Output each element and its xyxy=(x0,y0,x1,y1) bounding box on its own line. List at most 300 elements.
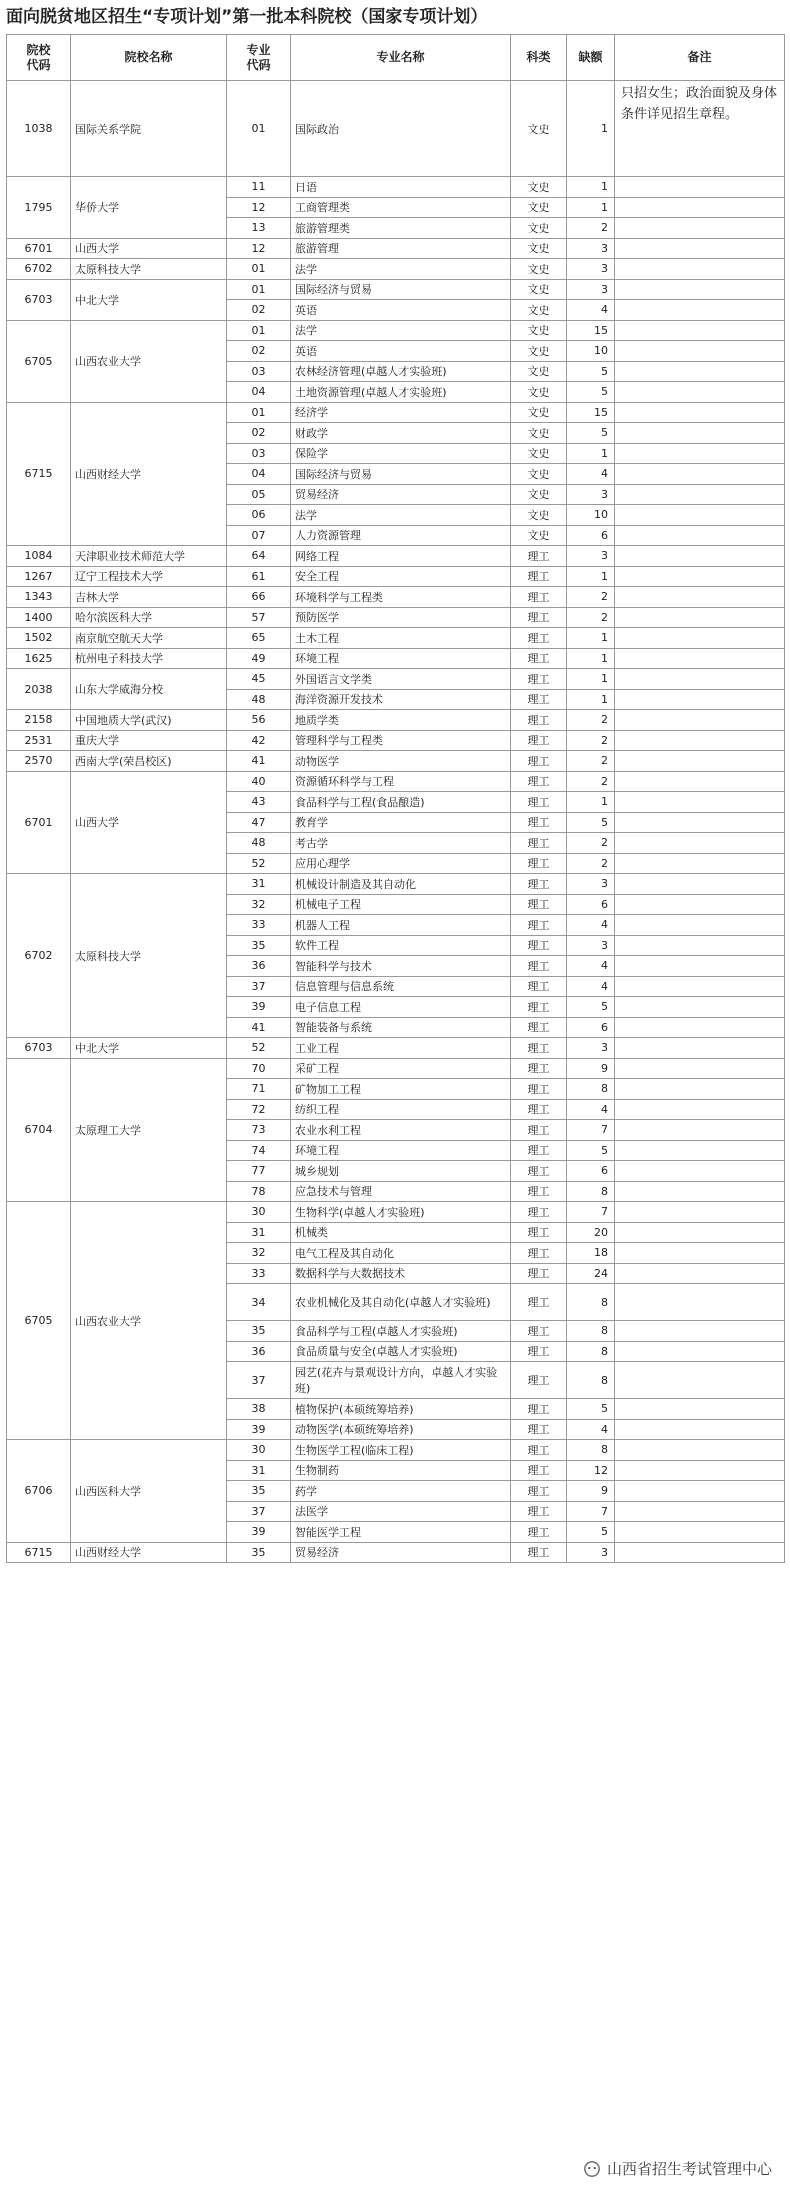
vacancy-cell: 1 xyxy=(567,628,615,649)
vacancy-cell: 2 xyxy=(567,771,615,792)
notes-cell xyxy=(615,1522,785,1543)
notes-cell xyxy=(615,1321,785,1342)
category-cell: 理工 xyxy=(511,1222,567,1243)
school-code-cell: 2038 xyxy=(7,669,71,710)
vacancy-cell: 6 xyxy=(567,525,615,546)
school-name-cell: 太原科技大学 xyxy=(71,874,227,1038)
notes-cell xyxy=(615,566,785,587)
major-name-cell: 电气工程及其自动化 xyxy=(291,1243,511,1264)
major-name-cell: 教育学 xyxy=(291,812,511,833)
major-name-cell: 智能医学工程 xyxy=(291,1522,511,1543)
major-name-cell: 机械设计制造及其自动化 xyxy=(291,874,511,895)
notes-cell xyxy=(615,1017,785,1038)
notes-cell xyxy=(615,402,785,423)
table-row xyxy=(7,279,785,300)
notes-cell xyxy=(615,197,785,218)
notes-cell xyxy=(615,361,785,382)
major-code-cell: 72 xyxy=(227,1099,291,1120)
notes-cell xyxy=(615,956,785,977)
major-name-cell: 动物医学(本硕统筹培养) xyxy=(291,1419,511,1440)
category-cell: 理工 xyxy=(511,956,567,977)
major-code-cell: 30 xyxy=(227,1202,291,1223)
major-code-cell: 37 xyxy=(227,1501,291,1522)
major-name-cell: 电子信息工程 xyxy=(291,997,511,1018)
vacancy-cell: 3 xyxy=(567,238,615,259)
vacancy-cell: 15 xyxy=(567,402,615,423)
watermark-text: 山西省招生考试管理中心 xyxy=(606,2160,772,2178)
major-code-cell: 35 xyxy=(227,935,291,956)
table-row xyxy=(7,1038,785,1059)
category-cell: 理工 xyxy=(511,1362,567,1399)
school-code-cell: 6705 xyxy=(7,1202,71,1440)
major-code-cell: 42 xyxy=(227,730,291,751)
category-cell: 理工 xyxy=(511,648,567,669)
school-name-cell: 南京航空航天大学 xyxy=(71,628,227,649)
major-code-cell: 39 xyxy=(227,997,291,1018)
admissions-table xyxy=(6,34,785,1563)
notes-cell xyxy=(615,484,785,505)
notes-cell xyxy=(615,648,785,669)
school-name-cell: 辽宁工程技术大学 xyxy=(71,566,227,587)
major-name-cell: 土地资源管理(卓越人才实验班) xyxy=(291,382,511,403)
vacancy-cell: 8 xyxy=(567,1284,615,1321)
vacancy-cell: 5 xyxy=(567,1140,615,1161)
notes-cell xyxy=(615,1099,785,1120)
notes-cell xyxy=(615,1362,785,1399)
vacancy-cell: 2 xyxy=(567,218,615,239)
major-name-cell: 贸易经济 xyxy=(291,1542,511,1563)
notes-cell xyxy=(615,587,785,608)
header-major-code: 专业 代码 xyxy=(227,35,291,81)
vacancy-cell: 3 xyxy=(567,935,615,956)
major-name-cell: 纺织工程 xyxy=(291,1099,511,1120)
header-notes: 备注 xyxy=(615,35,785,81)
major-code-cell: 35 xyxy=(227,1321,291,1342)
school-code-cell: 6704 xyxy=(7,1058,71,1202)
major-name-cell: 应用心理学 xyxy=(291,853,511,874)
major-code-cell: 56 xyxy=(227,710,291,731)
school-code-cell: 1400 xyxy=(7,607,71,628)
category-cell: 理工 xyxy=(511,1099,567,1120)
school-code-cell: 1084 xyxy=(7,546,71,567)
major-code-cell: 03 xyxy=(227,443,291,464)
vacancy-cell: 3 xyxy=(567,259,615,280)
major-code-cell: 32 xyxy=(227,894,291,915)
major-code-cell: 32 xyxy=(227,1243,291,1264)
major-code-cell: 04 xyxy=(227,464,291,485)
school-code-cell: 1795 xyxy=(7,177,71,239)
category-cell: 理工 xyxy=(511,792,567,813)
major-code-cell: 73 xyxy=(227,1120,291,1141)
table-row xyxy=(7,710,785,731)
table-row xyxy=(7,1542,785,1563)
notes-cell xyxy=(615,894,785,915)
major-code-cell: 31 xyxy=(227,1460,291,1481)
notes-cell xyxy=(615,279,785,300)
category-cell: 理工 xyxy=(511,1202,567,1223)
vacancy-cell: 6 xyxy=(567,894,615,915)
category-cell: 理工 xyxy=(511,1161,567,1182)
vacancy-cell: 3 xyxy=(567,546,615,567)
major-code-cell: 61 xyxy=(227,566,291,587)
major-code-cell: 01 xyxy=(227,259,291,280)
vacancy-cell: 5 xyxy=(567,997,615,1018)
category-cell: 理工 xyxy=(511,1079,567,1100)
vacancy-cell: 5 xyxy=(567,382,615,403)
notes-cell xyxy=(615,464,785,485)
category-cell: 理工 xyxy=(511,1419,567,1440)
major-name-cell: 经济学 xyxy=(291,402,511,423)
vacancy-cell: 9 xyxy=(567,1058,615,1079)
school-name-cell: 太原理工大学 xyxy=(71,1058,227,1202)
school-code-cell: 2158 xyxy=(7,710,71,731)
notes-cell xyxy=(615,1341,785,1362)
category-cell: 理工 xyxy=(511,1263,567,1284)
wechat-icon xyxy=(583,2160,601,2178)
notes-cell xyxy=(615,1243,785,1264)
vacancy-cell: 4 xyxy=(567,956,615,977)
category-cell: 文史 xyxy=(511,218,567,239)
notes-cell xyxy=(615,1222,785,1243)
notes-cell xyxy=(615,1202,785,1223)
notes-cell xyxy=(615,1440,785,1461)
table-row xyxy=(7,587,785,608)
vacancy-cell: 24 xyxy=(567,1263,615,1284)
major-name-cell: 保险学 xyxy=(291,443,511,464)
category-cell: 文史 xyxy=(511,505,567,526)
school-name-cell: 国际关系学院 xyxy=(71,81,227,177)
category-cell: 理工 xyxy=(511,976,567,997)
vacancy-cell: 18 xyxy=(567,1243,615,1264)
notes-cell xyxy=(615,792,785,813)
vacancy-cell: 4 xyxy=(567,1099,615,1120)
vacancy-cell: 8 xyxy=(567,1341,615,1362)
major-code-cell: 39 xyxy=(227,1522,291,1543)
major-code-cell: 65 xyxy=(227,628,291,649)
header-school-code: 院校 代码 xyxy=(7,35,71,81)
school-code-cell: 6701 xyxy=(7,771,71,874)
major-name-cell: 英语 xyxy=(291,341,511,362)
school-code-cell: 6702 xyxy=(7,259,71,280)
notes-cell xyxy=(615,1120,785,1141)
major-code-cell: 02 xyxy=(227,423,291,444)
major-code-cell: 01 xyxy=(227,81,291,177)
category-cell: 理工 xyxy=(511,546,567,567)
major-name-cell: 动物医学 xyxy=(291,751,511,772)
school-code-cell: 6702 xyxy=(7,874,71,1038)
school-name-cell: 重庆大学 xyxy=(71,730,227,751)
category-cell: 理工 xyxy=(511,607,567,628)
vacancy-cell: 7 xyxy=(567,1501,615,1522)
vacancy-cell: 10 xyxy=(567,341,615,362)
table-row xyxy=(7,546,785,567)
notes-cell xyxy=(615,177,785,198)
notes-cell xyxy=(615,1140,785,1161)
vacancy-cell: 5 xyxy=(567,1522,615,1543)
vacancy-cell: 8 xyxy=(567,1362,615,1399)
major-name-cell: 应急技术与管理 xyxy=(291,1181,511,1202)
category-cell: 理工 xyxy=(511,1120,567,1141)
school-code-cell: 6705 xyxy=(7,320,71,402)
table-row xyxy=(7,771,785,792)
vacancy-cell: 1 xyxy=(567,669,615,690)
notes-cell xyxy=(615,628,785,649)
category-cell: 理工 xyxy=(511,669,567,690)
notes-cell xyxy=(615,935,785,956)
notes-cell xyxy=(615,812,785,833)
vacancy-cell: 10 xyxy=(567,505,615,526)
vacancy-cell: 20 xyxy=(567,1222,615,1243)
major-name-cell: 机械类 xyxy=(291,1222,511,1243)
school-name-cell: 西南大学(荣昌校区) xyxy=(71,751,227,772)
major-name-cell: 农业机械化及其自动化(卓越人才实验班) xyxy=(291,1284,511,1321)
category-cell: 理工 xyxy=(511,1243,567,1264)
school-code-cell: 6715 xyxy=(7,1542,71,1563)
vacancy-cell: 2 xyxy=(567,587,615,608)
notes-cell xyxy=(615,546,785,567)
major-name-cell: 信息管理与信息系统 xyxy=(291,976,511,997)
major-code-cell: 31 xyxy=(227,874,291,895)
table-row xyxy=(7,238,785,259)
vacancy-cell: 1 xyxy=(567,689,615,710)
school-code-cell: 6706 xyxy=(7,1440,71,1543)
school-name-cell: 杭州电子科技大学 xyxy=(71,648,227,669)
category-cell: 理工 xyxy=(511,1038,567,1059)
school-name-cell: 太原科技大学 xyxy=(71,259,227,280)
major-name-cell: 法学 xyxy=(291,259,511,280)
notes-cell xyxy=(615,1399,785,1420)
category-cell: 理工 xyxy=(511,935,567,956)
major-code-cell: 02 xyxy=(227,300,291,321)
notes-cell xyxy=(615,382,785,403)
notes-cell xyxy=(615,874,785,895)
major-code-cell: 01 xyxy=(227,402,291,423)
category-cell: 理工 xyxy=(511,894,567,915)
school-code-cell: 6703 xyxy=(7,1038,71,1059)
major-code-cell: 37 xyxy=(227,976,291,997)
category-cell: 文史 xyxy=(511,423,567,444)
major-code-cell: 41 xyxy=(227,1017,291,1038)
major-name-cell: 土木工程 xyxy=(291,628,511,649)
major-name-cell: 海洋资源开发技术 xyxy=(291,689,511,710)
category-cell: 文史 xyxy=(511,238,567,259)
major-name-cell: 园艺(花卉与景观设计方向，卓越人才实验班) xyxy=(291,1362,511,1399)
notes-cell xyxy=(615,1079,785,1100)
major-code-cell: 13 xyxy=(227,218,291,239)
category-cell: 理工 xyxy=(511,710,567,731)
table-row xyxy=(7,730,785,751)
school-name-cell: 山西财经大学 xyxy=(71,1542,227,1563)
notes-cell xyxy=(615,1058,785,1079)
school-code-cell: 1267 xyxy=(7,566,71,587)
major-code-cell: 11 xyxy=(227,177,291,198)
notes-cell xyxy=(615,771,785,792)
footer xyxy=(0,2150,790,2191)
table-row xyxy=(7,320,785,341)
major-code-cell: 36 xyxy=(227,956,291,977)
major-name-cell: 国际政治 xyxy=(291,81,511,177)
major-code-cell: 52 xyxy=(227,1038,291,1059)
major-code-cell: 33 xyxy=(227,1263,291,1284)
major-name-cell: 城乡规划 xyxy=(291,1161,511,1182)
major-name-cell: 地质学类 xyxy=(291,710,511,731)
major-name-cell: 旅游管理 xyxy=(291,238,511,259)
category-cell: 理工 xyxy=(511,689,567,710)
vacancy-cell: 5 xyxy=(567,812,615,833)
major-code-cell: 12 xyxy=(227,197,291,218)
notes-cell xyxy=(615,976,785,997)
major-name-cell: 机械电子工程 xyxy=(291,894,511,915)
major-name-cell: 植物保护(本硕统筹培养) xyxy=(291,1399,511,1420)
major-code-cell: 06 xyxy=(227,505,291,526)
category-cell: 理工 xyxy=(511,1542,567,1563)
major-name-cell: 生物科学(卓越人才实验班) xyxy=(291,1202,511,1223)
category-cell: 理工 xyxy=(511,853,567,874)
notes-cell xyxy=(615,833,785,854)
major-name-cell: 生物医学工程(临床工程) xyxy=(291,1440,511,1461)
major-code-cell: 04 xyxy=(227,382,291,403)
category-cell: 理工 xyxy=(511,1399,567,1420)
school-code-cell: 6703 xyxy=(7,279,71,320)
notes-cell xyxy=(615,1542,785,1563)
category-cell: 文史 xyxy=(511,320,567,341)
notes-cell xyxy=(615,1181,785,1202)
school-name-cell: 山东大学威海分校 xyxy=(71,669,227,710)
major-code-cell: 64 xyxy=(227,546,291,567)
table-row xyxy=(7,1202,785,1223)
major-name-cell: 资源循环科学与工程 xyxy=(291,771,511,792)
school-code-cell: 6701 xyxy=(7,238,71,259)
vacancy-cell: 1 xyxy=(567,648,615,669)
major-code-cell: 45 xyxy=(227,669,291,690)
category-cell: 理工 xyxy=(511,1058,567,1079)
major-name-cell: 农业水利工程 xyxy=(291,1120,511,1141)
category-cell: 文史 xyxy=(511,361,567,382)
notes-cell xyxy=(615,1460,785,1481)
vacancy-cell: 4 xyxy=(567,464,615,485)
major-name-cell: 网络工程 xyxy=(291,546,511,567)
notes-cell xyxy=(615,1481,785,1502)
table-row xyxy=(7,607,785,628)
category-cell: 理工 xyxy=(511,1181,567,1202)
major-name-cell: 食品科学与工程(卓越人才实验班) xyxy=(291,1321,511,1342)
vacancy-cell: 3 xyxy=(567,279,615,300)
notes-cell: 只招女生；政治面貌及身体条件详见招生章程。 xyxy=(615,81,785,177)
category-cell: 文史 xyxy=(511,259,567,280)
vacancy-cell: 6 xyxy=(567,1161,615,1182)
vacancy-cell: 2 xyxy=(567,833,615,854)
notes-cell xyxy=(615,1284,785,1321)
major-code-cell: 40 xyxy=(227,771,291,792)
school-name-cell: 山西农业大学 xyxy=(71,1202,227,1440)
vacancy-cell: 1 xyxy=(567,792,615,813)
major-name-cell: 外国语言文学类 xyxy=(291,669,511,690)
table-row xyxy=(7,177,785,198)
vacancy-cell: 1 xyxy=(567,443,615,464)
major-name-cell: 法学 xyxy=(291,505,511,526)
school-name-cell: 山西大学 xyxy=(71,238,227,259)
category-cell: 理工 xyxy=(511,751,567,772)
major-code-cell: 49 xyxy=(227,648,291,669)
table-row xyxy=(7,751,785,772)
vacancy-cell: 2 xyxy=(567,751,615,772)
category-cell: 理工 xyxy=(511,1321,567,1342)
category-cell: 理工 xyxy=(511,1460,567,1481)
category-cell: 理工 xyxy=(511,1481,567,1502)
major-code-cell: 34 xyxy=(227,1284,291,1321)
major-code-cell: 48 xyxy=(227,833,291,854)
major-name-cell: 智能科学与技术 xyxy=(291,956,511,977)
major-code-cell: 01 xyxy=(227,279,291,300)
major-code-cell: 52 xyxy=(227,853,291,874)
category-cell: 文史 xyxy=(511,197,567,218)
category-cell: 文史 xyxy=(511,443,567,464)
vacancy-cell: 8 xyxy=(567,1321,615,1342)
vacancy-cell: 5 xyxy=(567,361,615,382)
category-cell: 理工 xyxy=(511,1017,567,1038)
category-cell: 文史 xyxy=(511,382,567,403)
notes-cell xyxy=(615,443,785,464)
major-code-cell: 77 xyxy=(227,1161,291,1182)
category-cell: 文史 xyxy=(511,81,567,177)
notes-cell xyxy=(615,1161,785,1182)
major-name-cell: 国际经济与贸易 xyxy=(291,464,511,485)
school-code-cell: 2531 xyxy=(7,730,71,751)
major-code-cell: 02 xyxy=(227,341,291,362)
major-code-cell: 05 xyxy=(227,484,291,505)
major-code-cell: 35 xyxy=(227,1481,291,1502)
major-code-cell: 33 xyxy=(227,915,291,936)
category-cell: 理工 xyxy=(511,1501,567,1522)
vacancy-cell: 1 xyxy=(567,81,615,177)
table-row xyxy=(7,81,785,177)
table-row xyxy=(7,648,785,669)
notes-cell xyxy=(615,1501,785,1522)
notes-cell xyxy=(615,997,785,1018)
notes-cell xyxy=(615,730,785,751)
notes-cell xyxy=(615,1263,785,1284)
school-name-cell: 山西大学 xyxy=(71,771,227,874)
category-cell: 理工 xyxy=(511,812,567,833)
school-name-cell: 山西农业大学 xyxy=(71,320,227,402)
major-name-cell: 环境工程 xyxy=(291,648,511,669)
vacancy-cell: 3 xyxy=(567,484,615,505)
vacancy-cell: 3 xyxy=(567,1038,615,1059)
major-name-cell: 环境工程 xyxy=(291,1140,511,1161)
notes-cell xyxy=(615,423,785,444)
header-vacancy: 缺额 xyxy=(567,35,615,81)
category-cell: 理工 xyxy=(511,915,567,936)
notes-cell xyxy=(615,525,785,546)
table-body xyxy=(7,81,785,1563)
vacancy-cell: 3 xyxy=(567,1542,615,1563)
table-row xyxy=(7,259,785,280)
major-code-cell: 03 xyxy=(227,361,291,382)
header-major-name: 专业名称 xyxy=(291,35,511,81)
school-code-cell: 1038 xyxy=(7,81,71,177)
school-name-cell: 哈尔滨医科大学 xyxy=(71,607,227,628)
notes-cell xyxy=(615,689,785,710)
vacancy-cell: 6 xyxy=(567,1017,615,1038)
major-name-cell: 法学 xyxy=(291,320,511,341)
major-code-cell: 57 xyxy=(227,607,291,628)
category-cell: 理工 xyxy=(511,1140,567,1161)
major-code-cell: 66 xyxy=(227,587,291,608)
school-name-cell: 山西财经大学 xyxy=(71,402,227,546)
major-code-cell: 39 xyxy=(227,1419,291,1440)
school-code-cell: 2570 xyxy=(7,751,71,772)
vacancy-cell: 4 xyxy=(567,1419,615,1440)
